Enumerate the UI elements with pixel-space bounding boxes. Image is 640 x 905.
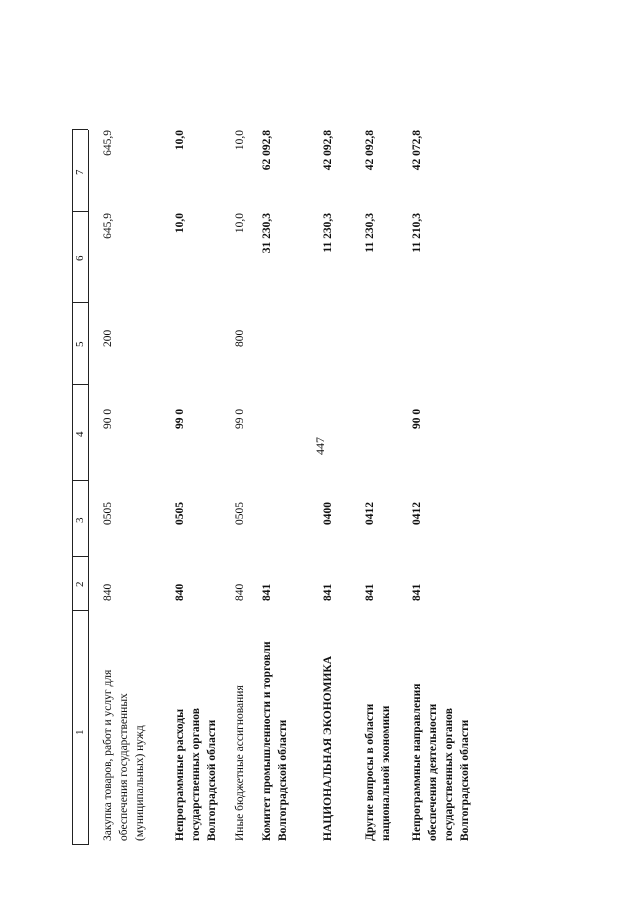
row-target: 99 0 bbox=[174, 408, 186, 429]
column-header-7: 7 bbox=[74, 169, 86, 175]
row-type: 800 bbox=[234, 329, 246, 347]
header-divider bbox=[72, 211, 88, 212]
budget-table bbox=[72, 130, 471, 845]
row-section: 0400 bbox=[322, 502, 334, 525]
row-code: 841 bbox=[411, 583, 423, 601]
row-section: 0412 bbox=[411, 502, 423, 525]
page-number: 447 bbox=[313, 437, 327, 455]
row-code: 841 bbox=[364, 583, 376, 601]
header-divider bbox=[72, 302, 88, 303]
row-amount-1: 11 230,3 bbox=[322, 213, 334, 253]
row-amount-1: 11 210,3 bbox=[411, 213, 423, 253]
row-section: 0412 bbox=[364, 502, 376, 525]
row-amount-1: 645,9 bbox=[102, 213, 114, 239]
row-amount-2: 10,0 bbox=[234, 130, 246, 151]
column-header-1: 1 bbox=[74, 729, 86, 735]
row-code: 840 bbox=[102, 583, 114, 601]
row-amount-1: 11 230,3 bbox=[364, 213, 376, 253]
column-header-3: 3 bbox=[74, 517, 86, 523]
row-amount-2: 42 092,8 bbox=[364, 130, 376, 171]
row-amount-1: 10,0 bbox=[174, 213, 186, 234]
row-name: Иные бюджетные ассигнования bbox=[234, 685, 246, 841]
row-name: Другие вопросы в области национальной экономики bbox=[364, 703, 392, 841]
row-amount-2: 42 092,8 bbox=[322, 130, 334, 171]
row-target: 90 0 bbox=[411, 408, 423, 429]
header-divider bbox=[72, 556, 88, 557]
row-code: 841 bbox=[261, 583, 273, 601]
row-name: Непрограммные направления обеспечения деятельности государственных органов Волгоградской области bbox=[411, 683, 471, 841]
column-header-6: 6 bbox=[74, 255, 86, 261]
row-name: НАЦИОНАЛЬНАЯ ЭКОНОМИКА bbox=[322, 655, 334, 841]
row-amount-2: 645,9 bbox=[102, 130, 114, 156]
header-divider bbox=[72, 129, 88, 130]
row-target: 99 0 bbox=[234, 408, 246, 429]
row-amount-2: 42 072,8 bbox=[411, 130, 423, 171]
row-section: 0505 bbox=[234, 502, 246, 525]
row-section: 0505 bbox=[174, 502, 186, 525]
row-amount-1: 31 230,3 bbox=[261, 213, 273, 254]
row-code: 840 bbox=[174, 583, 186, 601]
row-code: 841 bbox=[322, 583, 334, 601]
column-header-2: 2 bbox=[74, 581, 86, 587]
column-header-5: 5 bbox=[74, 341, 86, 347]
column-header-4: 4 bbox=[74, 431, 86, 437]
row-type: 200 bbox=[102, 329, 114, 347]
row-name: Непрограммные расходы государственных органов Волгоградской области bbox=[174, 708, 218, 841]
header-bottom-border bbox=[88, 130, 89, 845]
header-divider bbox=[72, 844, 88, 845]
row-target: 90 0 bbox=[102, 408, 114, 429]
row-amount-1: 10,0 bbox=[234, 213, 246, 234]
row-section: 0505 bbox=[102, 502, 114, 525]
header-divider bbox=[72, 480, 88, 481]
row-amount-2: 62 092,8 bbox=[261, 130, 273, 171]
header-divider bbox=[72, 384, 88, 385]
row-name: Закупка товаров, работ и услуг для обеспечения государственных (муниципальных) нужд bbox=[102, 669, 146, 841]
row-amount-2: 10,0 bbox=[174, 130, 186, 151]
header-top-border bbox=[72, 130, 73, 845]
row-name: Комитет промышленности и торговли Волгоградской области bbox=[261, 641, 289, 841]
header-divider bbox=[72, 610, 88, 611]
row-code: 840 bbox=[234, 583, 246, 601]
